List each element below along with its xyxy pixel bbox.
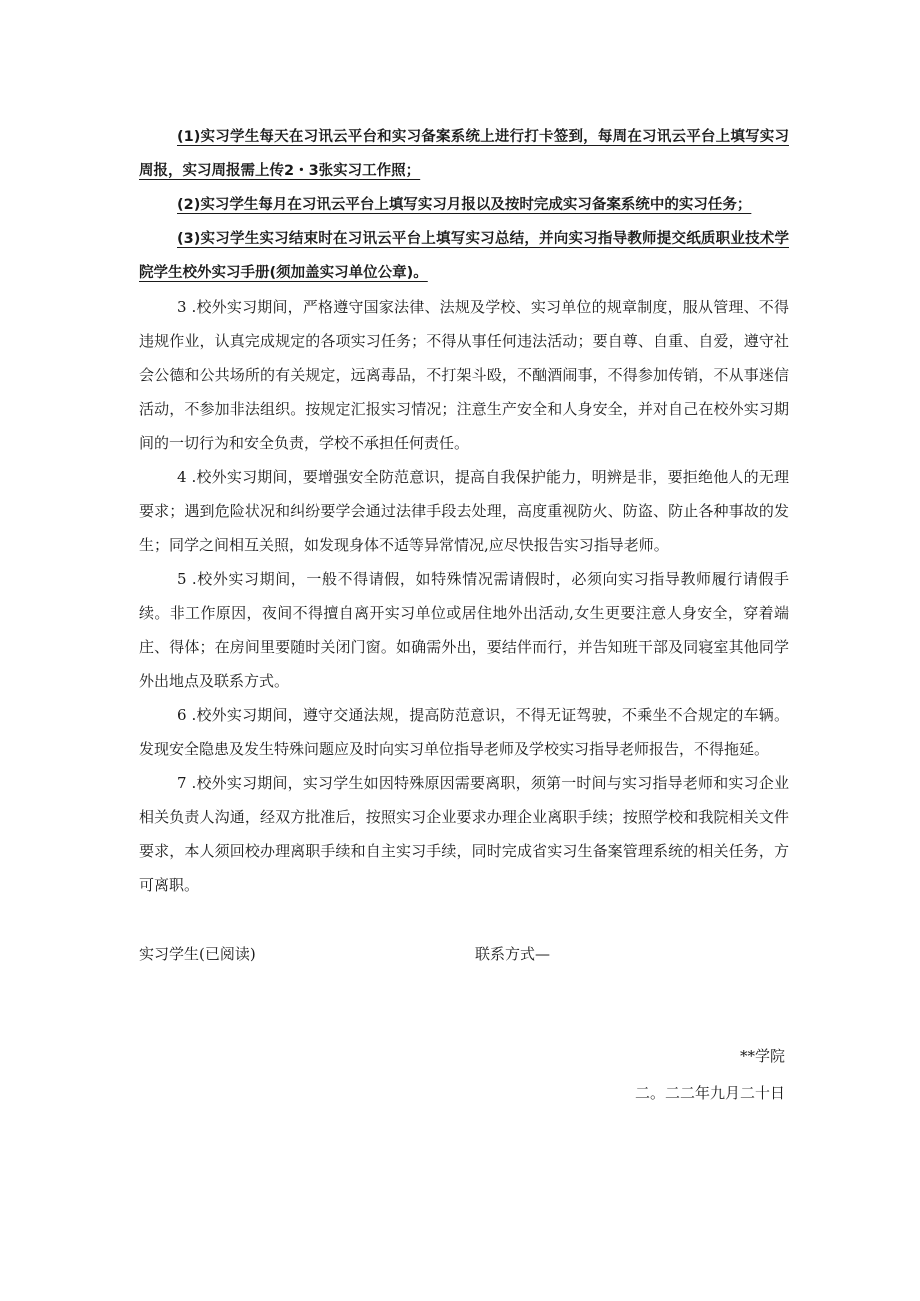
rule-paragraph-4: 4 .校外实习期间，要增强安全防范意识，提高自我保护能力，明辨是非，要拒绝他人的无理要求；遇到危险状况和纠纷要学会通过法律手段去处理，高度重视防火、防盗、防止各种事故的发生；同学之间相互关照，如发现身体不适等异常情况,应尽快报告实习指导老师。 xyxy=(139,468,789,554)
rule-paragraph-3: 3 .校外实习期间，严格遵守国家法律、法规及学校、实习单位的规章制度，服从管理、不得违规作业，认真完成规定的各项实习任务；不得从事任何违法活动；要自尊、自重、自爱，遵守社会公德和公共场所的有关规定，远离毒品，不打架斗殴，不酗酒闹事，不得参加传销，不从事迷信活动，不参加非法组织。按规定汇报实习情况；注意生产安全和人身安全，并对自己在校外实习期间的一切行为和安全负责，学校不承担任何责任。 xyxy=(139,298,789,452)
requirement-item-2: (2)实习学生每月在习讯云平台上填写实习月报以及按时完成实习备案系统中的实习任务； xyxy=(177,197,752,213)
student-signature-label: 实习学生(已阅读) xyxy=(139,945,256,963)
requirement-item-1: (1)实习学生每天在习讯云平台和实习备案系统上进行打卡签到，每周在习讯云平台上填写实习周报，实习周报需上传2・3张实习工作照； xyxy=(139,129,789,179)
document-date: 二。二二年九月二十日 xyxy=(634,1084,785,1102)
rule-paragraph-5: 5 .校外实习期间，一般不得请假，如特殊情况需请假时，必须向实习指导教师履行请假手续。非工作原因，夜间不得擅自离开实习单位或居住地外出活动,女生更要注意人身安全，穿着端庄、得体；在房间里要随时关闭门窗。如确需外出，要结伴而行，并告知班干部及同寝室其他同学外出地点及联系方式。 xyxy=(139,570,789,690)
requirement-item-3: (3)实习学生实习结束时在习讯云平台上填写实习总结，并向实习指导教师提交纸质职业技术学院学生校外实习手册(须加盖实习单位公章)。 xyxy=(139,231,789,281)
college-name: **学院 xyxy=(739,1047,785,1065)
contact-label: 联系方式— xyxy=(475,945,551,963)
rule-paragraph-7: 7 .校外实习期间，实习学生如因特殊原因需要离职，须第一时间与实习指导老师和实习企业相关负责人沟通，经双方批准后，按照实习企业要求办理企业离职手续；按照学校和我院相关文件要求，本人须回校办理离职手续和自主实习手续，同时完成省实习生备案管理系统的相关任务，方可离职。 xyxy=(139,774,789,894)
rule-paragraph-6: 6 .校外实习期间，遵守交通法规，提高防范意识，不得无证驾驶，不乘坐不合规定的车辆。发现安全隐患及发生特殊问题应及时向实习单位指导老师及学校实习指导老师报告，不得拖延。 xyxy=(139,706,789,758)
